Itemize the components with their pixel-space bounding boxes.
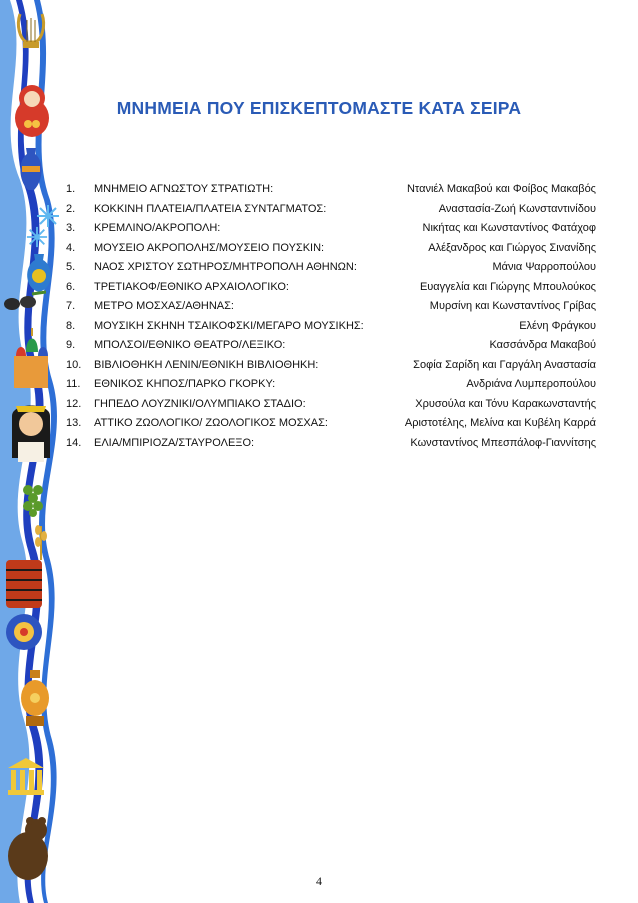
amphora-icon xyxy=(16,146,46,192)
sun-plate-icon xyxy=(4,612,44,652)
list-item xyxy=(66,200,596,220)
item-number: 1. xyxy=(66,183,76,195)
monument-name: ΕΛΙΑ/ΜΠΙΡΙΟΖΑ/ΣΤΑΥΡΟΛΕΞΟ: xyxy=(94,436,255,449)
monument-name: ΕΘΝΙΚΟΣ ΚΗΠΟΣ/ΠΑΡΚΟ ΓΚΟΡΚΥ: xyxy=(94,378,276,390)
presenter-names: Ανδριάνα Λυμπεροπούλου xyxy=(466,378,596,390)
monument-name: ΜΕΤΡΟ ΜΟΣΧΑΣ/ΑΘΗΝΑΣ: xyxy=(94,300,234,312)
list-item xyxy=(66,219,596,239)
greek-woman-icon xyxy=(6,398,56,464)
list-item xyxy=(66,278,596,298)
list-item xyxy=(66,180,596,200)
monument-name: ΚΟΚΚΙΝΗ ΠΛΑΤΕΙΑ/ΠΛΑΤΕΙΑ ΣΥΝΤΑΓΜΑΤΟΣ: xyxy=(94,202,327,215)
list-item xyxy=(66,434,596,454)
monument-name: ΝΑΟΣ ΧΡΙΣΤΟΥ ΣΩΤΗΡΟΣ/ΜΗΤΡΟΠΟΛΗ ΑΘΗΝΩΝ: xyxy=(94,261,357,273)
item-number: 14. xyxy=(66,436,82,449)
greek-temple-icon xyxy=(6,756,46,796)
list-item xyxy=(66,258,596,278)
list-item xyxy=(66,375,596,395)
item-number: 6. xyxy=(66,280,76,293)
presenter-names: Αλέξανδρος και Γιώργος Σινανίδης xyxy=(428,241,596,254)
item-number: 10. xyxy=(66,358,82,371)
accordion-icon xyxy=(2,556,46,612)
decorative-border xyxy=(0,0,70,903)
item-number: 5. xyxy=(66,261,76,273)
presenter-names: Αριστοτέλης, Μελίνα και Κυβέλη Καρρά xyxy=(404,417,596,429)
page-number: 4 xyxy=(316,874,322,888)
list-item xyxy=(66,297,596,317)
snowflake-icon xyxy=(36,204,60,228)
oil-jar-icon xyxy=(22,252,56,294)
item-number: 7. xyxy=(66,300,76,312)
wheat-icon xyxy=(32,520,50,560)
page-title: ΜΝΗΜΕΙΑ ΠΟΥ ΕΠΙΣΚΕΠΤΟΜΑΣΤΕ ΚΑΤΑ ΣΕΙΡΑ xyxy=(116,98,522,118)
presenter-names: Κασσάνδρα Μακαβού xyxy=(489,339,596,351)
item-number: 12. xyxy=(66,397,82,410)
grapes-icon xyxy=(20,480,48,518)
item-number: 13. xyxy=(66,417,82,429)
monument-name: ΜΝΗΜΕΙΟ ΑΓΝΩΣΤΟΥ ΣΤΡΑΤΙΩΤΗ: xyxy=(94,183,274,195)
item-number: 8. xyxy=(66,319,76,332)
item-number: 9. xyxy=(66,339,76,351)
item-number: 11. xyxy=(66,378,81,390)
list-item xyxy=(66,317,596,337)
monument-name: ΓΗΠΕΔΟ ΛΟΥΖΝΙΚΙ/ΟΛΥΜΠΙΑΚΟ ΣΤΑΔΙΟ: xyxy=(94,397,306,410)
cathedral-icon xyxy=(8,326,54,388)
presenter-names: Μυρσίνη και Κωνσταντίνος Γρίβας xyxy=(429,300,596,312)
item-number: 4. xyxy=(66,241,76,254)
item-number: 2. xyxy=(66,202,76,215)
samovar-icon xyxy=(18,668,52,728)
list-item xyxy=(66,336,596,356)
presenter-names: Κωνσταντίνος Μπεσπάλοφ-Γιαννίτσης xyxy=(410,436,596,449)
item-number: 3. xyxy=(66,222,76,234)
presenter-names: Μάνια Ψαρροπούλου xyxy=(492,261,596,273)
snowflake-icon xyxy=(26,226,48,248)
monument-name: ΜΟΥΣΕΙΟ ΑΚΡΟΠΟΛΗΣ/ΜΟΥΣΕΙΟ ΠΟΥΣΚΙΝ: xyxy=(94,241,325,254)
monument-list xyxy=(66,180,596,453)
lyre-icon xyxy=(14,10,48,54)
presenter-names: Σοφία Σαρίδη και Γαργάλη Αναστασία xyxy=(413,358,596,371)
list-item xyxy=(66,356,596,376)
list-item xyxy=(66,239,596,259)
monument-name: ΑΤΤΙΚΟ ΖΩΟΛΟΓΙΚΟ/ ΖΩΟΛΟΓΙΚΟΣ ΜΟΣΧΑΣ: xyxy=(94,417,328,429)
presenter-names: Αναστασία-Ζωή Κωνσταντινίδου xyxy=(438,202,596,215)
presenter-names: Ευαγγελία και Γιώργης Μπουλούκος xyxy=(419,280,596,293)
presenter-names: Νικήτας και Κωνσταντίνος Φατάχοφ xyxy=(422,222,596,234)
monument-name: ΜΠΟΛΣΟΙ/ΕΘΝΙΚΟ ΘΕΑΤΡΟ/ΛΕΞΙΚΟ: xyxy=(94,339,286,351)
presenter-names: Ελένη Φράγκου xyxy=(519,319,596,332)
list-item xyxy=(66,414,596,434)
monument-name: ΚΡΕΜΛΙΝΟ/ΑΚΡΟΠΟΛΗ: xyxy=(94,222,221,234)
monument-name: ΒΙΒΛΙΟΘΗΚΗ ΛΕΝΙΝ/ΕΘΝΙΚΗ ΒΙΒΛΙΟΘΗΚΗ: xyxy=(94,358,319,371)
olives-icon xyxy=(2,290,46,316)
list-item xyxy=(66,395,596,415)
monument-name: ΤΡΕΤΙΑΚΟΦ/ΕΘΝΙΚΟ ΑΡΧΑΙΟΛΟΓΙΚΟ: xyxy=(94,280,289,293)
presenter-names: Ντανιέλ Μακαβού και Φοίβος Μακαβός xyxy=(406,183,596,195)
monument-name: ΜΟΥΣΙΚΗ ΣΚΗΝΗ ΤΣΑΙΚΟΦΣΚΙ/ΜΕΓΑΡΟ ΜΟΥΣΙΚΗΣ: xyxy=(94,319,364,332)
presenter-names: Χρυσούλα και Τόνυ Καρακωνσταντής xyxy=(415,397,596,410)
